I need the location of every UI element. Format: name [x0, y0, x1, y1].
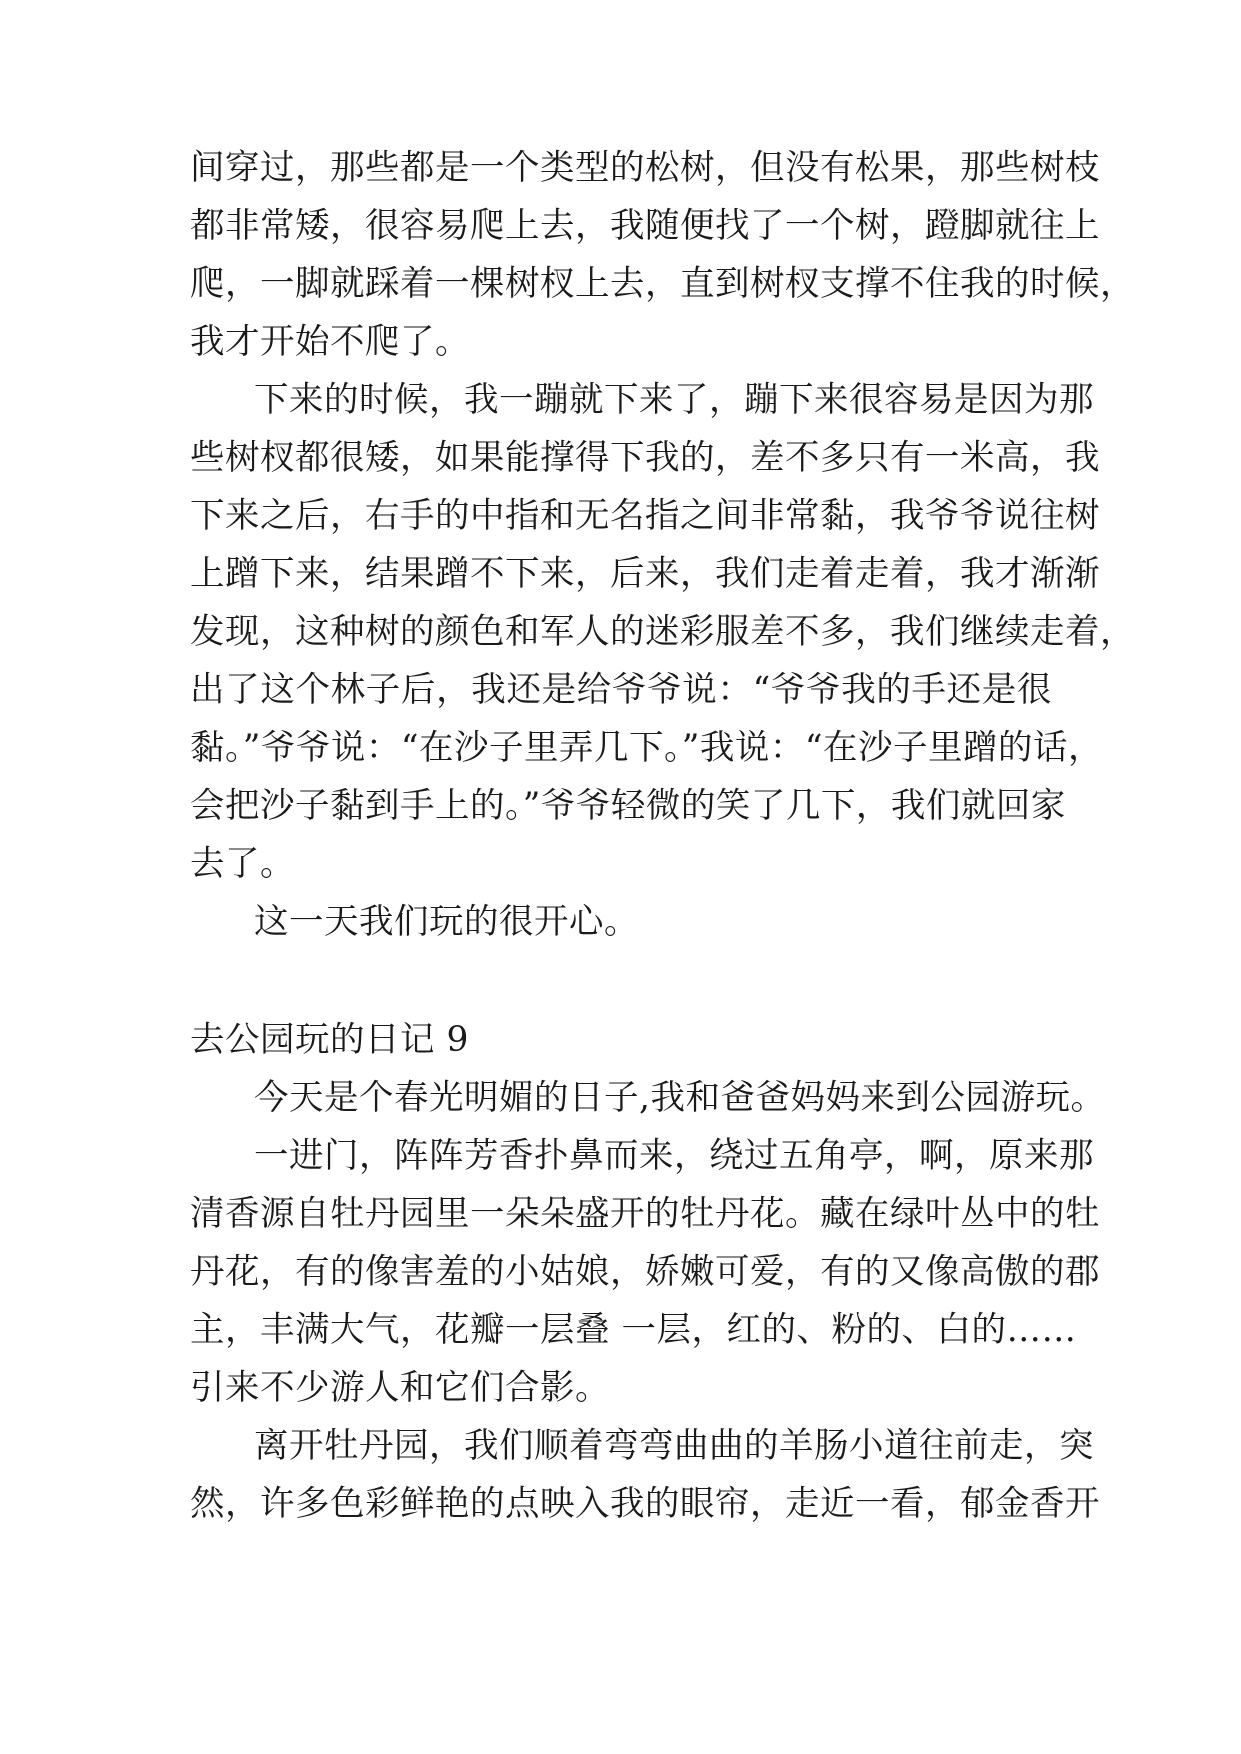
paragraph-2-line-3: 下来之后，右手的中指和无名指之间非常黏，我爷爷说往树 — [190, 496, 1100, 536]
paragraph-1-line-1: 间穿过，那些都是一个类型的松树，但没有松果，那些树枝 — [190, 148, 1100, 188]
paragraph-5-line-1: 一进门，阵阵芳香扑鼻而来，绕过五角亭，啊，原来那 — [254, 1136, 1094, 1176]
paragraph-2-line-1: 下来的时候，我一蹦就下来了，蹦下来很容易是因为那 — [254, 380, 1094, 420]
paragraph-6-line-1: 离开牡丹园，我们顺着弯弯曲曲的羊肠小道往前走，突 — [254, 1426, 1094, 1466]
paragraph-2-line-8: 会把沙子黏到手上的。”爷爷轻微的笑了几下，我们就回家 — [190, 786, 1066, 826]
paragraph-2-line-4: 上蹭下来，结果蹭不下来，后来，我们走着走着，我才渐渐 — [190, 554, 1100, 594]
document-page — [190, 0, 1135, 1754]
paragraph-5-line-2: 清香源自牡丹园里一朵朵盛开的牡丹花。藏在绿叶丛中的牡 — [190, 1194, 1100, 1234]
paragraph-3-line-1: 这一天我们玩的很开心。 — [254, 902, 639, 942]
paragraph-2-line-9: 去了。 — [190, 844, 295, 884]
paragraph-2-line-2: 些树杈都很矮，如果能撑得下我的，差不多只有一米高，我 — [190, 438, 1100, 478]
paragraph-5-line-5: 引来不少游人和它们合影。 — [190, 1368, 610, 1408]
paragraph-1-line-3: 爬，一脚就踩着一棵树杈上去，直到树杈支撑不住我的时候， — [190, 264, 1135, 304]
section-title: 去公园玩的日记 9 — [190, 1020, 469, 1060]
paragraph-2-line-7: 黏。”爷爷说：“在沙子里弄几下。”我说：“在沙子里蹭的话， — [190, 728, 1104, 768]
paragraph-5-line-3: 丹花，有的像害羞的小姑娘，娇嫩可爱，有的又像高傲的郡 — [190, 1252, 1100, 1292]
paragraph-1-line-2: 都非常矮，很容易爬上去，我随便找了一个树，蹬脚就往上 — [190, 206, 1100, 246]
paragraph-5-line-4: 主，丰满大气，花瓣一层叠 一层，红的、粉的、白的…… — [190, 1310, 1077, 1350]
paragraph-1-line-4: 我才开始不爬了。 — [190, 322, 470, 362]
paragraph-4-line-1: 今天是个春光明媚的日子,我和爸爸妈妈来到公园游玩。 — [254, 1078, 1106, 1118]
paragraph-2-line-5: 发现，这种树的颜色和军人的迷彩服差不多，我们继续走着， — [190, 612, 1135, 652]
paragraph-2-line-6: 出了这个林子后，我还是给爷爷说：“爷爷我的手还是很 — [190, 670, 1052, 710]
paragraph-6-line-2: 然，许多色彩鲜艳的点映入我的眼帘，走近一看，郁金香开 — [190, 1484, 1100, 1524]
